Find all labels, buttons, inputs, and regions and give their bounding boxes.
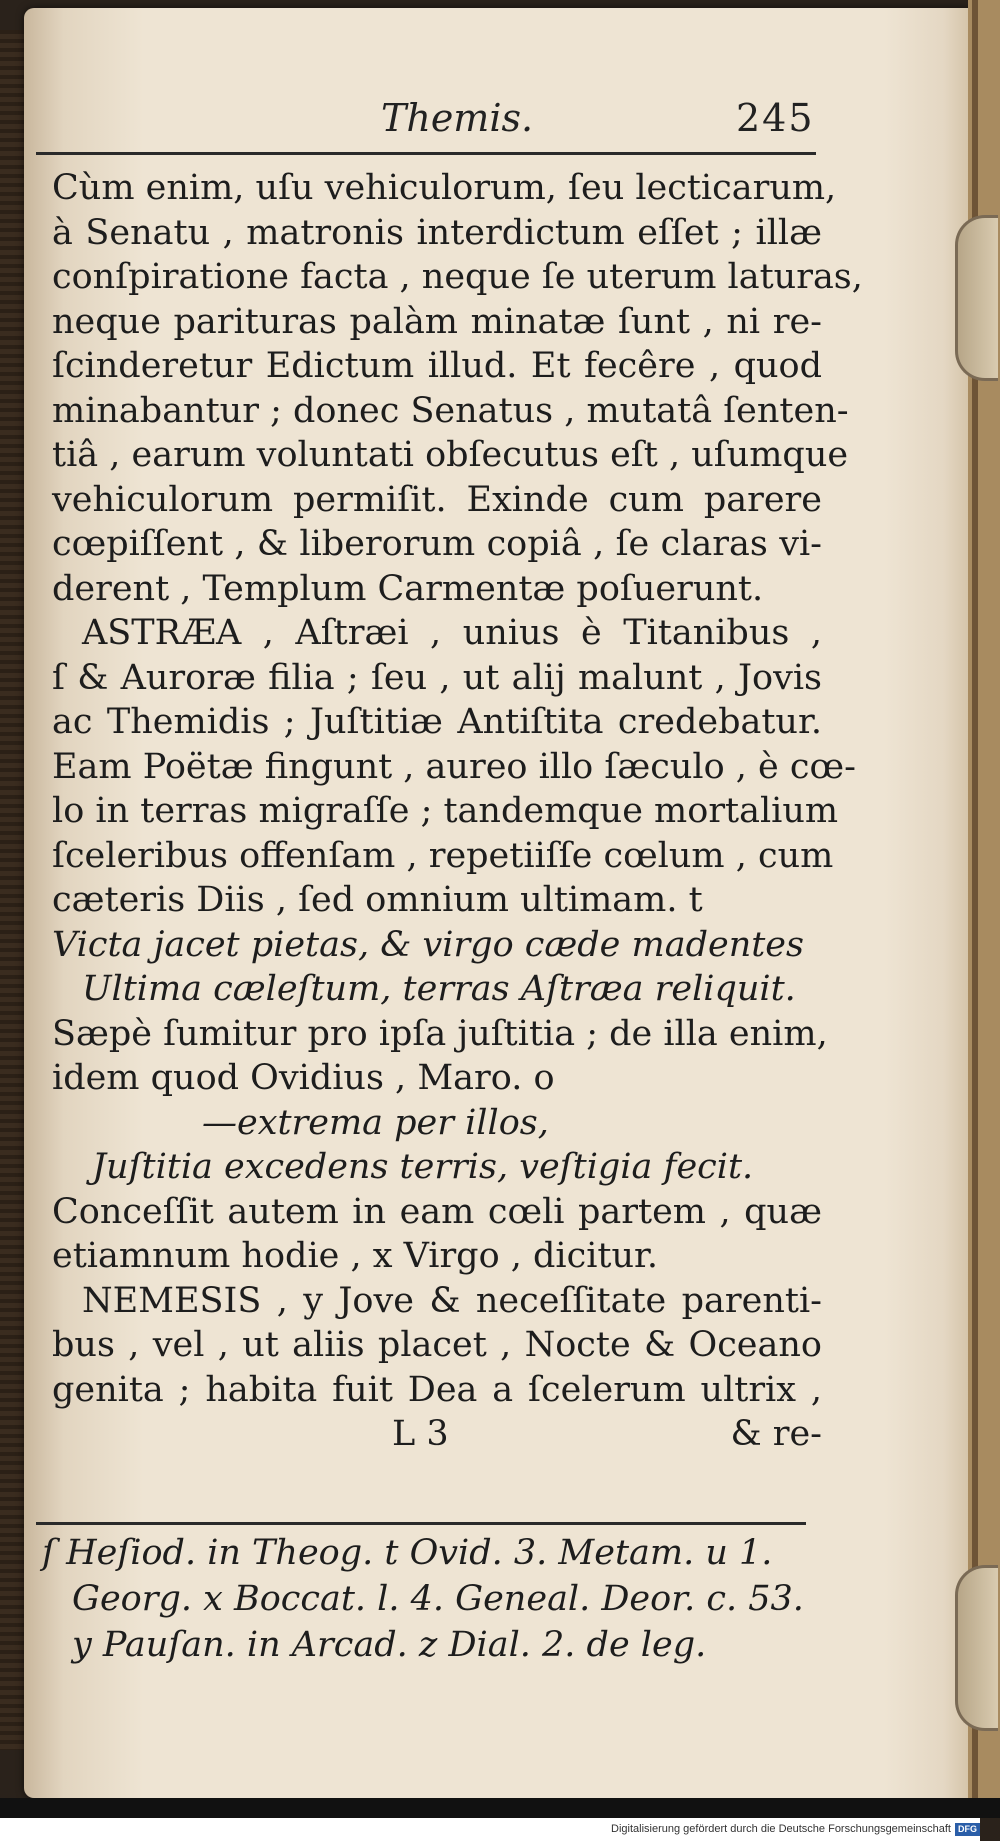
- footnote-line: Georg. x Boccat. l. 4. Geneal. Deor. c. 53.: [72, 1579, 804, 1619]
- text-line: Cùm enim, uſu vehiculorum, ſeu lecticarum,: [52, 168, 837, 208]
- text-line: bus , vel , ut aliis placet , Nocte & Oceano: [52, 1325, 822, 1365]
- footnote-line: ſ Heſiod. in Theog. t Ovid. 3. Metam. u 1.: [42, 1533, 773, 1573]
- text-line: ſ & Auroræ filia ; ſeu , ut alij malunt , Jovis: [52, 657, 822, 698]
- text-line: vehiculorum permiſit. Exinde cum parere: [52, 479, 822, 520]
- header-rule: [36, 152, 816, 155]
- page-number: 245: [736, 96, 815, 140]
- text-line: ſceleribus offenſam , repetiiſſe cœlum , cum: [52, 835, 834, 876]
- verse-line: Juſtitia excedens terris, veſtigia fecit.: [92, 1147, 754, 1187]
- digitization-credit: [0, 1818, 980, 1841]
- text-line-astraea: ASTRÆA , Aſtræi , unius è Titanibus ,: [82, 613, 822, 653]
- scan-bottom-edge: [0, 1798, 1000, 1818]
- text-line: à Senatu , matronis interdictum eſſet ; illæ: [52, 212, 822, 253]
- verse-line: Victa jacet pietas, & virgo cæde madentes: [52, 924, 804, 965]
- main-text: [52, 166, 863, 1457]
- verse-line: —extrema per illos,: [202, 1102, 549, 1143]
- text-line: idem quod Ovidius , Maro. o: [52, 1058, 555, 1098]
- text-line: minabantur ; donec Senatus , mutatâ ſenten-: [52, 390, 849, 431]
- text-line: cæteris Diis , ſed omnium ultimam. t: [52, 880, 703, 920]
- credit-text: Digitalisierung gefördert durch die Deutsche Forschungsgemeinschaft: [611, 1823, 951, 1835]
- text-line: genita ; habita fuit Dea a ſcelerum ultrix ,: [52, 1369, 822, 1410]
- text-line: tiâ , earum voluntati obſecutus eſt , uſumque: [52, 435, 849, 475]
- running-title: Themis.: [381, 96, 534, 140]
- dfg-logo: DFG: [955, 1823, 980, 1836]
- footnote-line: y Pauſan. in Arcad. z Dial. 2. de leg.: [72, 1625, 707, 1665]
- text-line: Eam Poëtæ fingunt , aureo illo ſæculo , è cœ-: [52, 746, 856, 787]
- footnotes: [42, 1530, 822, 1668]
- notes-rule: [36, 1522, 806, 1525]
- text-line: conſpiratione facta , neque ſe uterum laturas,: [52, 257, 863, 297]
- signature-mark: L 3: [392, 1414, 449, 1454]
- text-line: ſcinderetur Edictum illud. Et fecêre , quod: [52, 346, 822, 386]
- text-line: etiamnum hodie , x Virgo , dicitur.: [52, 1236, 659, 1276]
- clasp-top: [955, 215, 998, 381]
- text-line: Conceſſit autem in eam cœli partem , quæ: [52, 1191, 822, 1232]
- text-line: derent , Templum Carmentæ poſuerunt.: [52, 568, 764, 609]
- text-line: ac Themidis ; Juſtitiæ Antiſtita credebatur.: [52, 702, 822, 742]
- clasp-bottom: [955, 1565, 998, 1731]
- catchword: & re-: [730, 1414, 822, 1454]
- text-line: cœpiſſent , & liberorum copiâ , ſe claras vi-: [52, 524, 822, 564]
- text-line: Sæpè ſumitur pro ipſa juſtitia ; de illa enim,: [52, 1013, 828, 1054]
- text-line: lo in terras migraſſe ; tandemque mortalium: [52, 791, 839, 831]
- text-line: neque parituras palàm minatæ ſunt , ni re-: [52, 301, 822, 342]
- text-line-nemesis: NEMESIS , y Jove & neceſſitate parenti-: [82, 1280, 822, 1321]
- page-header: [36, 96, 816, 156]
- catchline: [52, 1412, 822, 1457]
- verse-line: Ultima cæleſtum, terras Aſtræa reliquit.: [82, 969, 796, 1009]
